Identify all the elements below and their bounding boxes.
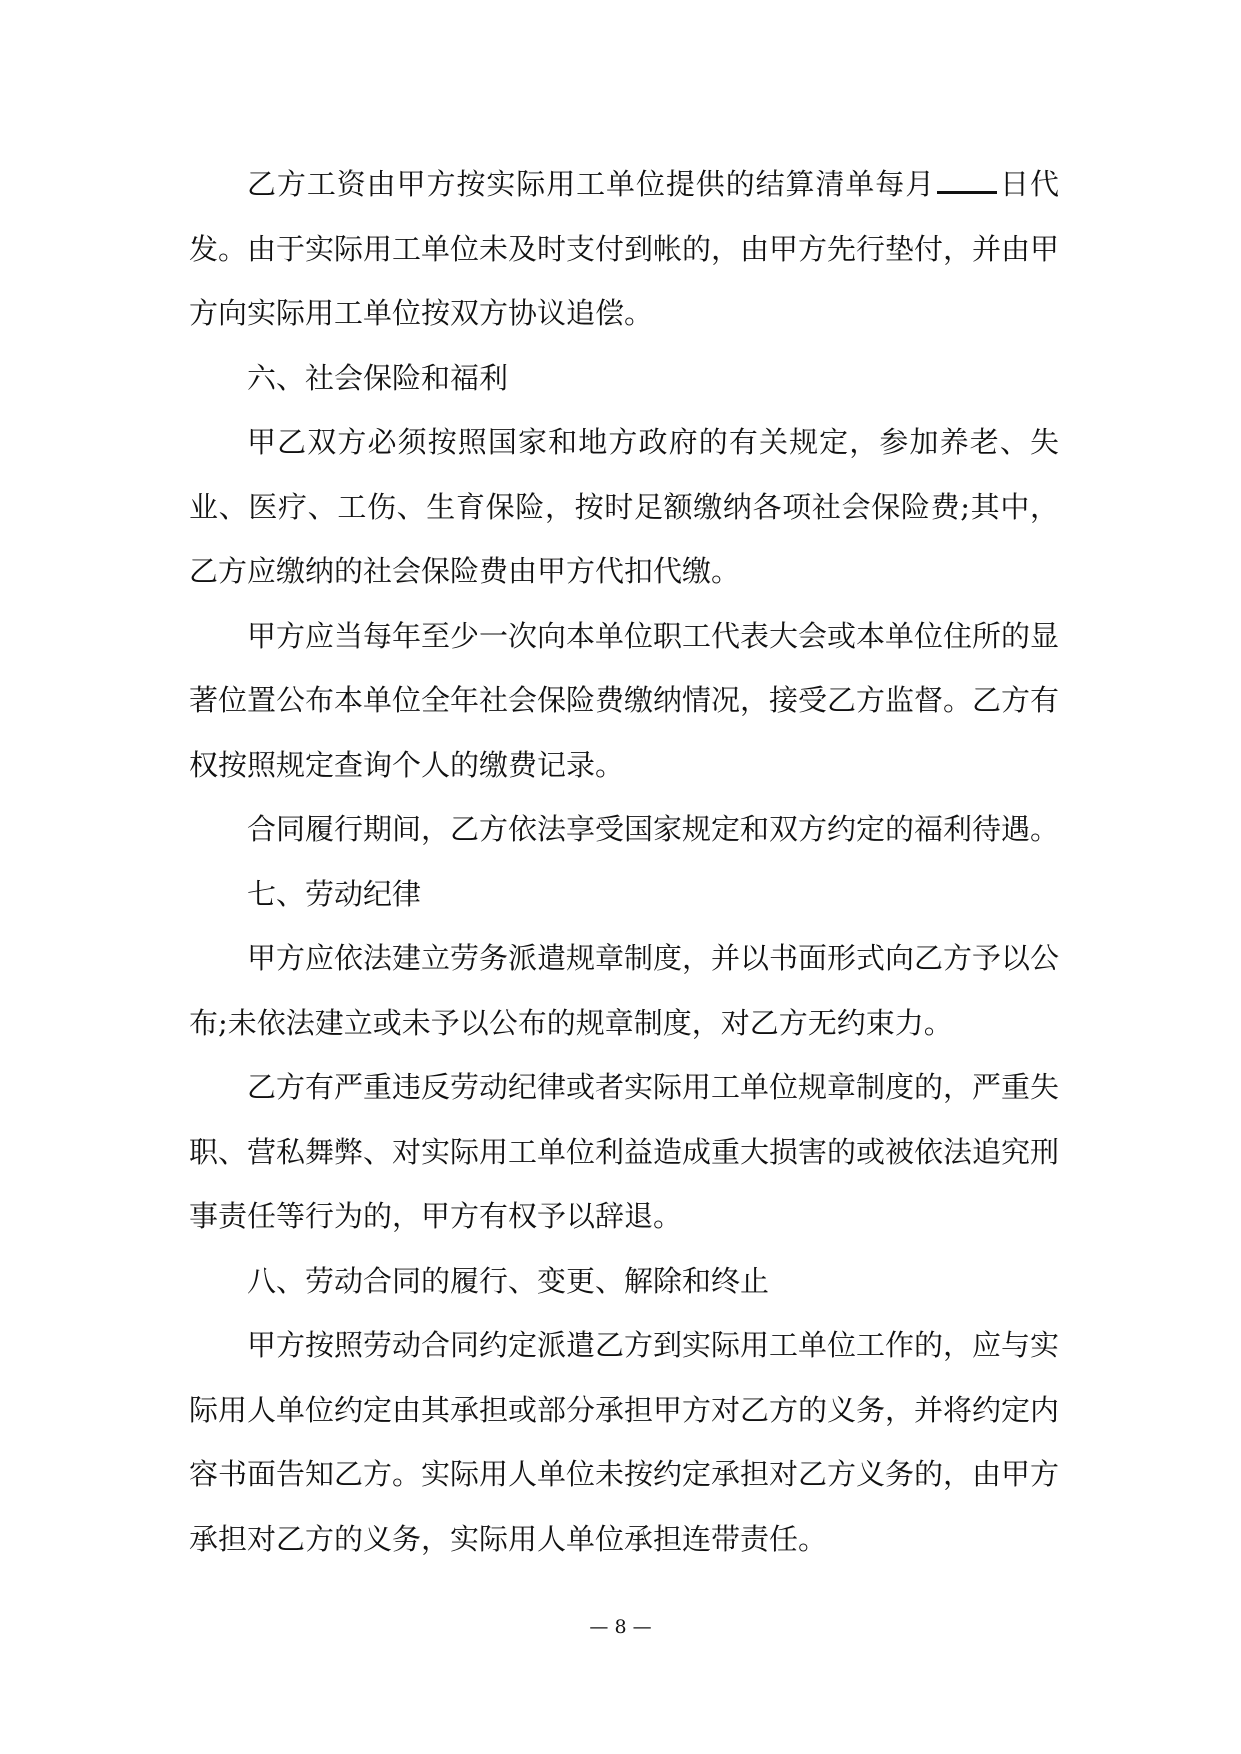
page-number: — 8 — [589, 1616, 652, 1638]
paragraph-dismissal: 乙方有严重违反劳动纪律或者实际用工单位规章制度的，严重失职、营私舞弊、对实际用工单位利益造成重大损害的或被依法追究刑事责任等行为的，甲方有权予以辞退。 [189, 1070, 1060, 1233]
paragraph-wage-payment [189, 152, 1059, 346]
fill-in-blank [937, 167, 997, 194]
paragraph-insurance-obligation: 甲乙双方必须按照国家和地方政府的有关规定，参加养老、失业、医疗、工伤、生育保险，按时足额缴纳各项社会保险费;其中，乙方应缴纳的社会保险费由甲方代扣代缴。 [189, 425, 1059, 588]
paragraph-text: 日代发。由于实际用工单位未及时支付到帐的，由甲方先行垫付，并由甲方向实际用工单位按双方协议追偿。 [189, 167, 1060, 330]
document-body [189, 152, 1059, 1571]
paragraph-rules-publication: 甲方应依法建立劳务派遣规章制度，并以书面形式向乙方予以公布;未依法建立或未予以公布的规章制度，对乙方无约束力。 [189, 941, 1060, 1040]
paragraph-welfare: 合同履行期间，乙方依法享受国家规定和双方约定的福利待遇。 [247, 812, 1060, 846]
section-heading-contract-performance: 八、劳动合同的履行、变更、解除和终止 [247, 1263, 770, 1298]
paragraph-insurance-disclosure: 甲方应当每年至少一次向本单位职工代表大会或本单位住所的显著位置公布本单位全年社会保险费缴纳情况，接受乙方监督。乙方有权按照规定查询个人的缴费记录。 [189, 618, 1060, 782]
paragraph-dispatch-obligation: 甲方按照劳动合同约定派遣乙方到实际用工单位工作的，应与实际用人单位约定由其承担或部分承担甲方对乙方的义务，并将约定内容书面告知乙方。实际用人单位未按约定承担对乙方义务的，由甲方承担对乙方的义务，实际用人单位承担连带责任。 [189, 1328, 1060, 1556]
section-heading-social-insurance: 六、社会保险和福利 [247, 360, 509, 395]
paragraph-text: 乙方工资由甲方按实际用工单位提供的结算清单每月 [247, 167, 936, 201]
section-heading-labor-discipline: 七、劳动纪律 [247, 876, 422, 911]
